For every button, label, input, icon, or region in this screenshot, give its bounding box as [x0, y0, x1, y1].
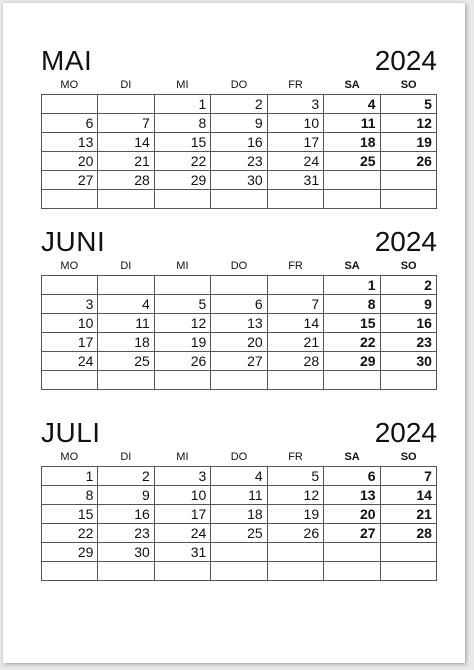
week-row [42, 333, 437, 352]
weekday-label: MI [176, 260, 189, 272]
day-cell [42, 190, 98, 209]
day-cell [98, 190, 154, 209]
day-cell: 13 [324, 486, 380, 505]
week-row [42, 152, 437, 171]
day-cell: 29 [42, 543, 98, 562]
weekday-label: MO [60, 260, 79, 272]
day-grid [41, 466, 437, 581]
day-cell [381, 562, 437, 581]
day-cell: 4 [211, 467, 267, 486]
day-cell: 21 [268, 333, 324, 352]
day-cell: 20 [42, 152, 98, 171]
day-cell: 30 [211, 171, 267, 190]
week-row [42, 524, 437, 543]
day-cell [98, 276, 154, 295]
month-block-mai [41, 31, 437, 209]
week-row [42, 95, 437, 114]
day-cell [211, 276, 267, 295]
weekday-label: DI [120, 451, 132, 463]
day-cell [42, 371, 98, 390]
day-cell [381, 171, 437, 190]
day-cell [324, 543, 380, 562]
day-cell: 3 [155, 467, 211, 486]
day-cell [324, 562, 380, 581]
day-cell [155, 190, 211, 209]
month-title: MAI [41, 45, 93, 76]
day-cell: 24 [42, 352, 98, 371]
month-year: 2024 [374, 417, 437, 448]
day-cell [211, 371, 267, 390]
month-year: 2024 [374, 226, 437, 257]
month-block-juni [41, 212, 437, 390]
week-row [42, 295, 437, 314]
day-cell [211, 562, 267, 581]
week-row [42, 352, 437, 371]
day-cell: 2 [98, 467, 154, 486]
day-cell: 15 [42, 505, 98, 524]
day-cell: 16 [98, 505, 154, 524]
day-cell: 23 [98, 524, 154, 543]
day-cell: 4 [98, 295, 154, 314]
day-cell: 11 [211, 486, 267, 505]
weekday-label: SA [344, 79, 360, 91]
day-cell [155, 371, 211, 390]
day-cell: 8 [155, 114, 211, 133]
day-cell: 2 [211, 95, 267, 114]
week-row [42, 562, 437, 581]
day-cell: 19 [155, 333, 211, 352]
weekday-label: FR [288, 260, 303, 272]
day-cell: 18 [98, 333, 154, 352]
day-cell: 8 [324, 295, 380, 314]
day-cell: 5 [268, 467, 324, 486]
day-cell: 26 [155, 352, 211, 371]
day-cell [98, 562, 154, 581]
weekday-label: DO [230, 451, 248, 463]
day-cell: 23 [211, 152, 267, 171]
day-cell: 6 [211, 295, 267, 314]
day-cell: 16 [381, 314, 437, 333]
week-row [42, 276, 437, 295]
day-cell: 20 [324, 505, 380, 524]
day-cell: 17 [42, 333, 98, 352]
day-cell: 17 [268, 133, 324, 152]
week-row [42, 190, 437, 209]
weekday-header [41, 76, 437, 94]
day-cell: 10 [42, 314, 98, 333]
day-cell [98, 371, 154, 390]
weekday-label: SA [344, 260, 360, 272]
day-cell [42, 95, 98, 114]
day-cell: 30 [98, 543, 154, 562]
day-cell: 7 [98, 114, 154, 133]
day-cell [381, 543, 437, 562]
day-cell [381, 190, 437, 209]
week-row [42, 543, 437, 562]
day-cell: 19 [268, 505, 324, 524]
weekday-header [41, 448, 437, 466]
week-row [42, 314, 437, 333]
day-cell: 16 [211, 133, 267, 152]
day-cell: 13 [211, 314, 267, 333]
day-cell: 11 [324, 114, 380, 133]
day-cell: 1 [155, 95, 211, 114]
day-cell: 20 [211, 333, 267, 352]
week-row [42, 114, 437, 133]
week-row [42, 171, 437, 190]
weekday-label: MI [176, 79, 189, 91]
weekday-label: DO [230, 79, 248, 91]
day-cell: 23 [381, 333, 437, 352]
day-cell: 10 [268, 114, 324, 133]
day-cell: 27 [42, 171, 98, 190]
day-cell: 6 [42, 114, 98, 133]
day-cell: 22 [324, 333, 380, 352]
day-cell: 15 [155, 133, 211, 152]
day-cell [268, 543, 324, 562]
day-cell: 9 [381, 295, 437, 314]
day-cell: 17 [155, 505, 211, 524]
weekday-label: DI [120, 79, 132, 91]
day-cell [155, 562, 211, 581]
day-cell: 7 [268, 295, 324, 314]
day-cell [268, 276, 324, 295]
day-cell [324, 171, 380, 190]
day-cell: 2 [381, 276, 437, 295]
day-cell: 11 [98, 314, 154, 333]
day-cell: 5 [155, 295, 211, 314]
day-cell: 15 [324, 314, 380, 333]
day-cell: 5 [381, 95, 437, 114]
day-cell: 4 [324, 95, 380, 114]
month-year: 2024 [374, 45, 437, 76]
weekday-label: DO [230, 260, 248, 272]
weekday-label: DI [120, 260, 132, 272]
day-cell [42, 562, 98, 581]
day-cell: 27 [211, 352, 267, 371]
day-cell [268, 190, 324, 209]
weekday-label: SO [400, 79, 417, 91]
weekday-label: FR [288, 79, 303, 91]
day-cell: 18 [324, 133, 380, 152]
day-cell: 28 [268, 352, 324, 371]
day-cell [381, 371, 437, 390]
day-cell [98, 95, 154, 114]
day-cell: 3 [42, 295, 98, 314]
day-cell: 28 [98, 171, 154, 190]
day-cell: 26 [381, 152, 437, 171]
day-cell: 21 [381, 505, 437, 524]
day-cell: 31 [155, 543, 211, 562]
day-cell: 24 [155, 524, 211, 543]
day-cell [211, 190, 267, 209]
day-cell: 9 [98, 486, 154, 505]
day-cell: 8 [42, 486, 98, 505]
day-cell [324, 371, 380, 390]
day-cell: 22 [42, 524, 98, 543]
month-block-juli [41, 403, 437, 581]
day-cell [268, 371, 324, 390]
day-cell: 22 [155, 152, 211, 171]
day-cell: 19 [381, 133, 437, 152]
day-cell: 28 [381, 524, 437, 543]
day-grid [41, 275, 437, 390]
month-header [41, 212, 437, 256]
day-cell [268, 562, 324, 581]
day-cell: 1 [42, 467, 98, 486]
weekday-label: FR [288, 451, 303, 463]
day-cell: 13 [42, 133, 98, 152]
week-row [42, 505, 437, 524]
day-cell: 14 [268, 314, 324, 333]
weekday-label: SA [344, 451, 360, 463]
day-cell: 30 [381, 352, 437, 371]
day-cell [155, 276, 211, 295]
week-row [42, 486, 437, 505]
day-grid [41, 94, 437, 209]
day-cell: 27 [324, 524, 380, 543]
day-cell: 21 [98, 152, 154, 171]
day-cell: 12 [155, 314, 211, 333]
week-row [42, 371, 437, 390]
day-cell: 29 [155, 171, 211, 190]
day-cell: 14 [381, 486, 437, 505]
day-cell [324, 190, 380, 209]
day-cell: 26 [268, 524, 324, 543]
month-header [41, 403, 437, 447]
day-cell: 6 [324, 467, 380, 486]
month-header [41, 31, 437, 75]
day-cell: 7 [381, 467, 437, 486]
week-row [42, 467, 437, 486]
day-cell: 31 [268, 171, 324, 190]
day-cell: 18 [211, 505, 267, 524]
weekday-label: MO [60, 79, 79, 91]
day-cell: 14 [98, 133, 154, 152]
week-row [42, 133, 437, 152]
day-cell: 24 [268, 152, 324, 171]
weekday-label: SO [400, 451, 417, 463]
day-cell: 29 [324, 352, 380, 371]
day-cell: 25 [211, 524, 267, 543]
weekday-label: MI [176, 451, 189, 463]
day-cell: 25 [98, 352, 154, 371]
day-cell: 10 [155, 486, 211, 505]
day-cell [211, 543, 267, 562]
weekday-label: MO [60, 451, 79, 463]
day-cell: 9 [211, 114, 267, 133]
weekday-label: SO [400, 260, 417, 272]
day-cell: 12 [268, 486, 324, 505]
day-cell: 25 [324, 152, 380, 171]
weekday-header [41, 257, 437, 275]
month-title: JULI [41, 417, 101, 448]
day-cell: 12 [381, 114, 437, 133]
month-title: JUNI [41, 226, 106, 257]
calendar-page [3, 3, 465, 663]
day-cell: 1 [324, 276, 380, 295]
day-cell: 3 [268, 95, 324, 114]
day-cell [42, 276, 98, 295]
